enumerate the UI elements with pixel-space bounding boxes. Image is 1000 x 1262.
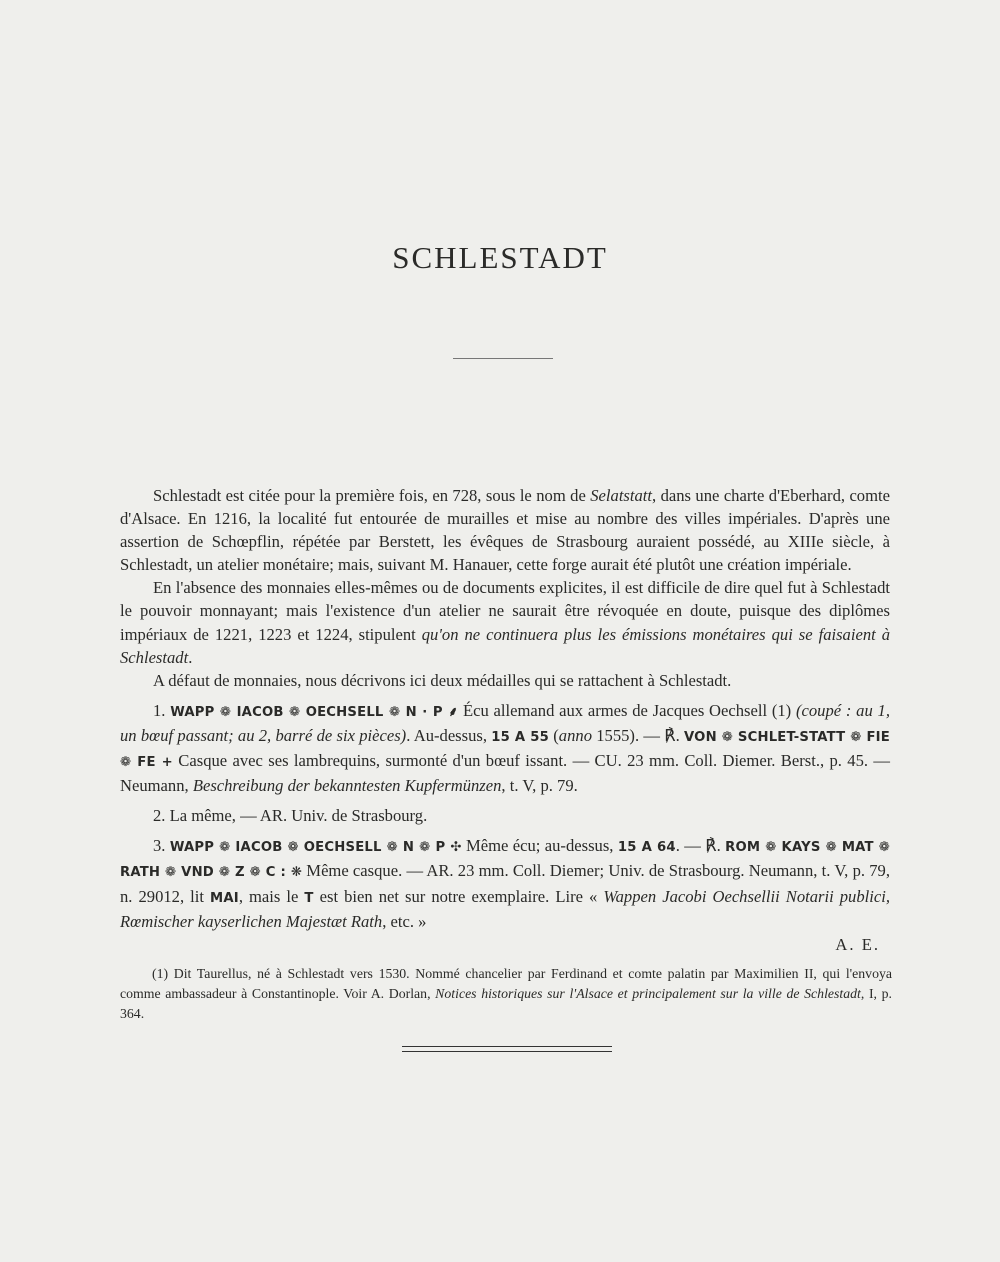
legend-mai: MAI [210, 890, 239, 906]
entry-emphasis: Beschreibung der bekanntesten Kupfermünzen [192, 776, 502, 796]
entry-text: ( [549, 725, 559, 745]
intro-emphasis: qu'on ne continuera plus les émissions monétaires qui se faisaient à Schlestadt [120, 624, 891, 667]
entry-text: est bien net sur notre exemplaire. Lire « [313, 886, 604, 906]
legend-t: T [304, 890, 314, 906]
entry-number: 3. [153, 836, 166, 856]
intro-paragraph-3: A défaut de monnaies, nous décrivons ici deux médailles qui se rattachent à Schlestadt. [153, 670, 732, 690]
footnote-text: (1) Dit Taurellus, né à Schlestadt vers 1530. Nommé chancelier par Ferdinand et comte palatin par Maximilien II, qui l'envoya comme ambassadeur à Constantinople. Voir A. Dorlan, [120, 966, 892, 1001]
reverse-legend: VON ❁ SCHLET-STATT ❁ FIE ❁ FE + [120, 729, 890, 771]
intro-emphasis: Selatstatt [590, 486, 653, 505]
catalogue-entry-2 [120, 804, 890, 827]
footnote [120, 964, 892, 1024]
footnote-text: , I, p. 364. [120, 986, 892, 1021]
entry-text: Même casque. — AR. 23 mm. Coll. Diemer; Univ. de Strasbourg. Neumann, t. V, p. 79, n. 29012, lit [120, 861, 890, 906]
body-text [120, 484, 890, 956]
entry-text: . Au-dessus, [406, 725, 492, 745]
entry-number: 2. [153, 806, 166, 826]
page-title: SCHLESTADT [392, 240, 608, 275]
entry-text: . — ℟. [675, 836, 726, 856]
entry-text: , etc. » [382, 911, 427, 931]
entry-emphasis: anno [558, 725, 592, 745]
intro-paragraph-1 [120, 484, 890, 576]
reverse-legend: ROM ❁ KAYS ❁ MAT ❁ RATH ❁ VND ❁ Z ❁ C : ❋ [120, 840, 891, 881]
entry-text: Casque avec ses lambrequins, surmonté d'un bœuf issant. — CU. 23 mm. Coll. Diemer. Berst., p. 45. — Neumann, [120, 751, 890, 796]
footnote-emphasis: Notices historiques sur l'Alsace et principalement sur la ville de Schlestadt [435, 986, 861, 1001]
date-legend: 15 A 64 [617, 840, 676, 856]
intro-text: Schlestadt est citée pour la première fois, en 728, sous le nom de [153, 486, 591, 505]
entry-text: Même écu; au-dessus, [461, 836, 618, 856]
entry-text: , mais le [238, 886, 305, 906]
entry-emphasis: Wappen Jacobi Oechsellii Notarii publici, Rœmischer kayserlichen Majestæt Rath [120, 886, 890, 931]
end-divider [402, 1046, 612, 1052]
intro-text: En l'absence des monnaies elles-mêmes ou de documents explicites, il est difficile de dire quel fut à Schlestadt le pouvoir monnayant; mais l'existence d'un atelier ne saurait être révoquée en doute, puisque des diplômes impériaux de 1221, 1223 et 1224, stipulent [120, 578, 890, 644]
catalogue-entry-1 [120, 699, 890, 797]
entry-text: 1555). — ℟. [591, 725, 684, 745]
intro-paragraph-2 [120, 576, 890, 668]
signature: A. E. [835, 934, 880, 954]
intro-text: . [188, 647, 193, 667]
date-legend: 15 A 55 [491, 729, 549, 745]
obverse-legend: WAPP ❁ IACOB ❁ OECHSELL ❁ N ❁ P ✣ [169, 840, 462, 856]
title-divider [453, 358, 553, 359]
entry-number: 1. [153, 700, 166, 720]
catalogue-entry-3 [120, 834, 890, 932]
entry-text: , t. V, p. 79. [501, 776, 578, 796]
entry-emphasis: (coupé : au 1, un bœuf passant; au 2, barré de six pièces) [120, 700, 890, 745]
entry-text: La même, — AR. Univ. de Strasbourg. [165, 806, 428, 826]
obverse-legend: WAPP ❁ IACOB ❁ OECHSELL ❁ N · P ⸙ [170, 704, 459, 720]
entry-text: Écu allemand aux armes de Jacques Oechsell (1) [458, 700, 796, 720]
intro-text: , dans une charte d'Eberhard, comte d'Alsace. En 1216, la localité fut entourée de murailles et mise au nombre des villes impériales. D'après une assertion de Schœpflin, répétée par Berstett, les évêques de Strasbourg auraient possédé, au XIIIe siècle, à Schlestadt, un atelier monétaire; mais, suivant M. Hanauer, cette forge aurait été plutôt une création impériale. [120, 486, 890, 575]
